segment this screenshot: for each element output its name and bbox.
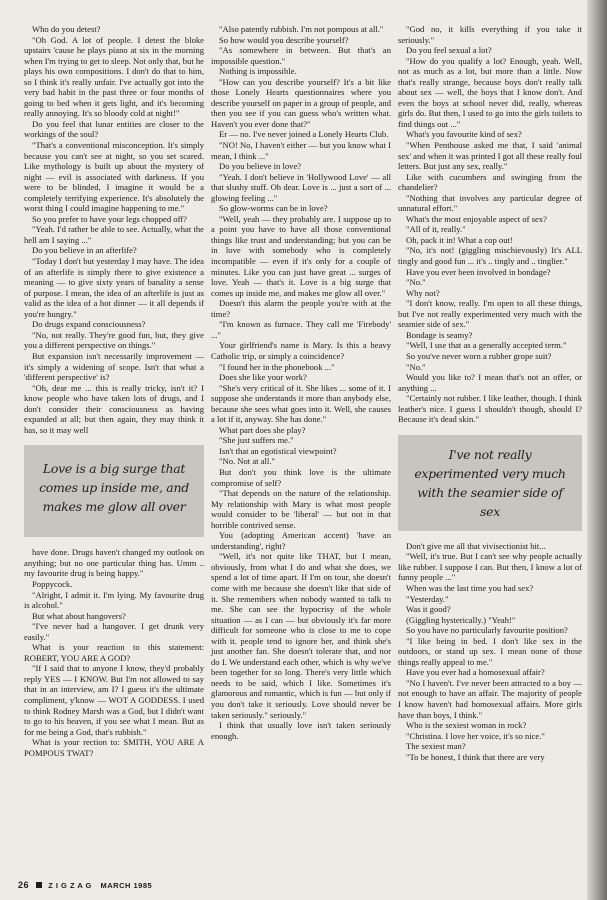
paragraph: "To be honest, I think that there are very xyxy=(406,751,545,762)
paragraph: So glow-worms can be in love? xyxy=(219,203,328,214)
pull-quote-seamier: I've not really experimented very much with the seamier side of sex xyxy=(398,435,582,531)
page-spine-shadow xyxy=(587,0,607,900)
paragraph: But what about hangovers? xyxy=(32,610,126,621)
paragraph: What is your rection to: SMITH, YOU ARE A POMPOUS TWAT? xyxy=(24,737,204,758)
paragraph: Like with cucumbers and swinging from the chandelier? xyxy=(398,171,582,193)
paragraph: Nothing is impossible. xyxy=(219,66,297,77)
paragraph: "Well, it's not quite like THAT, but I mean, obviously, from what I do and what she does, we spend a lot of time apart. If I'm on tour, she doesn't come with me because she doesn't like that side of it. She remembers when nobody wanted to talk to me. She can see the hypocrisy of the whole situation — as I can — but obviously it's far more difficult for someone who is close to me to cope with it. people tend to ignore her, and think she's just another fan. She doesn't tolerate that, and nor do I. We understand each other, which is why we've been together for so long. There's very little which needs to be said, which I like. Sometimes it's glamorous and romantic, which is fun — but only if you don't take it seriously. Love should never be taken seriously." seriously." xyxy=(211,551,391,720)
paragraph: When was the last time you had sex? xyxy=(406,582,534,593)
paragraph: "No." xyxy=(406,361,426,372)
paragraph: So you prefer to have your legs chopped off? xyxy=(32,213,187,224)
column-3-body-bottom xyxy=(398,541,582,762)
paragraph: "Well, yeah — they probably are. I suppose up to a point you have to have all those conventional things like trust and understanding; but you can be in love with somebody who is completely incompatible — even if it's only for a couple of minutes. Like you can just have great ... surges of love. Yeah — that's it. Love is a big surge that comes up inside me, and makes me glow all over." xyxy=(211,213,391,298)
paragraph: "No. Not at all." xyxy=(219,456,275,467)
paragraph: "Also patently rubbish. I'm not pompous at all." xyxy=(219,24,384,34)
paragraph: "All of it, really." xyxy=(406,224,466,235)
paragraph: "No I haven't. I've never been attracted to a boy — not enough to have an affair. The majority of people I know haven't had homosexual affairs. More girls have than boys, I think." xyxy=(398,677,582,720)
paragraph: So how would you describe yourself? xyxy=(219,34,349,45)
paragraph: What part does she play? xyxy=(219,424,306,435)
page-footer xyxy=(18,880,152,890)
column-2-body xyxy=(211,24,391,741)
paragraph: "Oh, dear me ... this is really tricky, isn't it? I know people who have taken lots of drugs, and I don't consider their consciousness as having expanded at all; but then again, they may think it has, so it may well xyxy=(24,382,204,435)
paragraph: "That's a conventional misconception. It's simply because you can't see at night, so you set scared. Like mythology is built up about the mystery of night — evil is associated with darkness. If you were to be blinded, I imagine it would be a completely terrifying experience. It's absolutely the worst thing I could imagine happening to me." xyxy=(24,140,204,214)
paragraph: Do you believe in an afterlife? xyxy=(32,245,137,256)
paragraph: "How can you describe yourself? It's a bit like those Lonely Hearts questionnaires where you describe yourself on paper in a group of people, and then you see if you can guess who's written what. Haven't you ever done that?" xyxy=(211,76,391,129)
paragraph: "Nothing that involves any particular degree of unnatural effort." xyxy=(398,192,582,214)
paragraph: So you've never worn a rubber grope suit? xyxy=(406,350,552,361)
text-column-3 xyxy=(398,24,582,762)
paragraph: "I'm known as furnace. They call me 'Firebody' ..." xyxy=(211,319,391,340)
paragraph: "Well, I use that as a generally accepted term." xyxy=(406,340,567,351)
paragraph: Was it good? xyxy=(406,604,451,615)
paragraph: Poppycock. xyxy=(32,578,73,589)
paragraph: "No, not really. They're good fun, but, they give you a different perspective on things." xyxy=(24,329,204,351)
paragraph: Who do you detest? xyxy=(32,24,101,34)
paragraph: Does she like your work? xyxy=(219,372,307,383)
paragraph: The sexiest man? xyxy=(406,741,466,752)
paragraph: What's you favourite kind of sex? xyxy=(406,129,522,140)
paragraph: You (adopting American accent) 'have an understanding', right? xyxy=(211,530,391,551)
square-bullet-icon xyxy=(36,882,42,888)
paragraph: "God no, it kills everything if you take it seriously." xyxy=(398,24,582,45)
paragraph: "That depends on the nature of the relationship. My relationship with Mary is what most people would consider to be 'liberal' — but not in that horrible contrived sense. xyxy=(211,488,391,530)
paragraph: "She's very critical of it. She likes ... some of it. I suppose she understands it more than anybody else, because she sees what goes into it. Well, she causes a lot if it, anyway. She has done." xyxy=(211,382,391,425)
paragraph: "I like being in bed. I don't like sex in the outdoors, or stand up sex. I mean none of those things really appeal to me." xyxy=(398,635,582,667)
column-1-body-top xyxy=(24,24,204,435)
paragraph: Doesn't this alarm the people you're with at the time? xyxy=(211,298,391,319)
paragraph: "Certainly not rubber. I like leather, though. I think leather's nice. I guess I shouldn't though, should I? Because it's dead skin." xyxy=(398,393,582,425)
paragraph: "NO! No, I haven't either — but you know what I mean, I think ..." xyxy=(211,140,391,161)
paragraph: Have you ever had a homosexual affair? xyxy=(406,667,545,678)
paragraph: Would you like to? I mean that's not an offer, or anything ... xyxy=(398,372,582,393)
paragraph: "Oh God. A lot of people. I detest the bloke upstairs 'cause he plays piano at six in the morning when I'm trying to get to sleep. Not only that, but he plays his own compositions. I don't do that to him, so I think it's really unfair. I've actually got into the very bad habit in the past three or four months of going to bed when it gets light, and it's becoming really annoying. It's so bloody cold at night!" xyxy=(24,34,204,119)
issue-date: MARCH 1985 xyxy=(100,881,153,890)
paragraph: So you have no particularly favourite position? xyxy=(406,625,568,636)
paragraph: Have you ever been involved in bondage? xyxy=(406,266,551,277)
paragraph: "How do you qualify a lot? Enough, yeah. Well, not as much as a lot, but more than a little. Now that's really strange, because boys don't really talk about sex — well, the boys that I know don't. And even the boys at school never did, really, whereas girls do. But then, I used to go into the girls toilets to find things out ..." xyxy=(398,55,582,129)
paragraph: "When Penthouse asked me that, I said 'animal sex' and when it was printed I got all these really foul letters. But just any sex, really." xyxy=(398,140,582,172)
paragraph: "Today I don't but yesterday I may have. The idea of an afterlife is simply there to give existence a meaning — to give sixty years of banality a sense of purpose. I mean, the idea of an afterlife is just as valid as the idea of a hot dinner — it all depends if you're hungry." xyxy=(24,256,204,319)
paragraph: I think that usually love isn't taken seriously enough. xyxy=(211,720,391,741)
paragraph: Who is the sexiest woman in rock? xyxy=(406,720,527,731)
paragraph: "Yeah. I'd rather be able to see. Actually, what the hell am I saying ..." xyxy=(24,224,204,245)
paragraph: "If I said that to anyone I know, they'd probably reply YES — I KNOW. But I'm not allowed to say that in an interview, am I? I guess it's the ultimate compliment, y'know — WOT A GODDESS. I used to think Rodney Marsh was a God, but I didn't want to go to his heaven, if you see what I mean. But as for me being a God, that's rubbish." xyxy=(24,663,204,737)
paragraph: What's the most enjoyable aspect of sex? xyxy=(406,213,547,224)
pull-quote-love: Love is a big surge that comes up inside me, and makes me glow all over xyxy=(24,445,204,537)
paragraph: Why not? xyxy=(406,287,440,298)
paragraph: "Yesterday." xyxy=(406,593,449,604)
page-number: 26 xyxy=(18,880,30,890)
paragraph: But expansion isn't necessarily improvement — it's simply a widening of scope. Isn't that what a 'different perspective' is? xyxy=(24,350,204,383)
paragraph: "I've never had a hangover. I get drunk very easily." xyxy=(24,621,204,642)
text-column-1 xyxy=(24,24,204,758)
paragraph: Bondage is seamy? xyxy=(406,329,473,340)
paragraph: "Yeah. I don't believe in 'Hollywood Love' — all that slushy stuff. Oh dear. Love is ... just a sort of ... glowing feeling ..." xyxy=(211,171,391,203)
paragraph: (Giggling hysterically.) "Yeah!" xyxy=(406,614,516,625)
paragraph: "No." xyxy=(406,277,426,288)
paragraph: Oh, pack it in! What a cop out! xyxy=(406,234,513,245)
paragraph: "As somewhere in between. But that's an impossible question." xyxy=(211,45,391,66)
column-3-body-top xyxy=(398,24,582,425)
column-1-body-bottom xyxy=(24,547,204,758)
paragraph: "Alright, I admit it. I'm lying. My favourite drug is alcohol." xyxy=(24,589,204,611)
paragraph: Do you believe in love? xyxy=(219,161,302,172)
paragraph: Don't give me all that vivisectionist bit... xyxy=(406,540,546,551)
paragraph: Do you feel sexual a lot? xyxy=(406,45,492,56)
paragraph: What is your reaction to this statement: ROBERT, YOU ARE A GOD? xyxy=(24,642,204,663)
paragraph: "Well, it's true. But I can't see why people actually like rubber. I suppose I can. But then, I know a lot of funny people ..." xyxy=(398,551,582,583)
paragraph: Isn't that an egotistical viewpoint? xyxy=(219,445,337,456)
paragraph: "I found her in the phonebook ..." xyxy=(219,361,335,372)
paragraph: Er — no. I've never joined a Lonely Hearts Club. xyxy=(219,129,389,140)
paragraph: Do drugs expand consciousness? xyxy=(32,319,146,330)
paragraph: Your girlfriend's name is Mary. Is this a heavy Catholic trip, or simply a coincidence? xyxy=(211,340,391,361)
magazine-name: Z I G Z A G xyxy=(48,881,92,890)
text-column-2 xyxy=(211,24,391,741)
paragraph: Do you feel that lunar entities are closer to the workings of the soul? xyxy=(24,118,204,140)
paragraph: have done. Drugs haven't changed my outlook on anything; but no one particular thing has. Umm .. my favourite drug is being happy." xyxy=(24,547,204,579)
paragraph: "No, it's not! (giggling mischievously) It's ALL tingly and good fun ... it's .. tingly and .. tinglier." xyxy=(398,245,582,267)
paragraph: "She just suffers me." xyxy=(219,435,294,446)
paragraph: "I don't know, really. I'm open to all these things, but I've not really experimented very much with the seamier side of sex." xyxy=(398,298,582,330)
paragraph: But don't you think love is the ultimate compromise of self? xyxy=(211,466,391,488)
paragraph: "Christina. I love her voice, it's so nice." xyxy=(406,730,545,741)
